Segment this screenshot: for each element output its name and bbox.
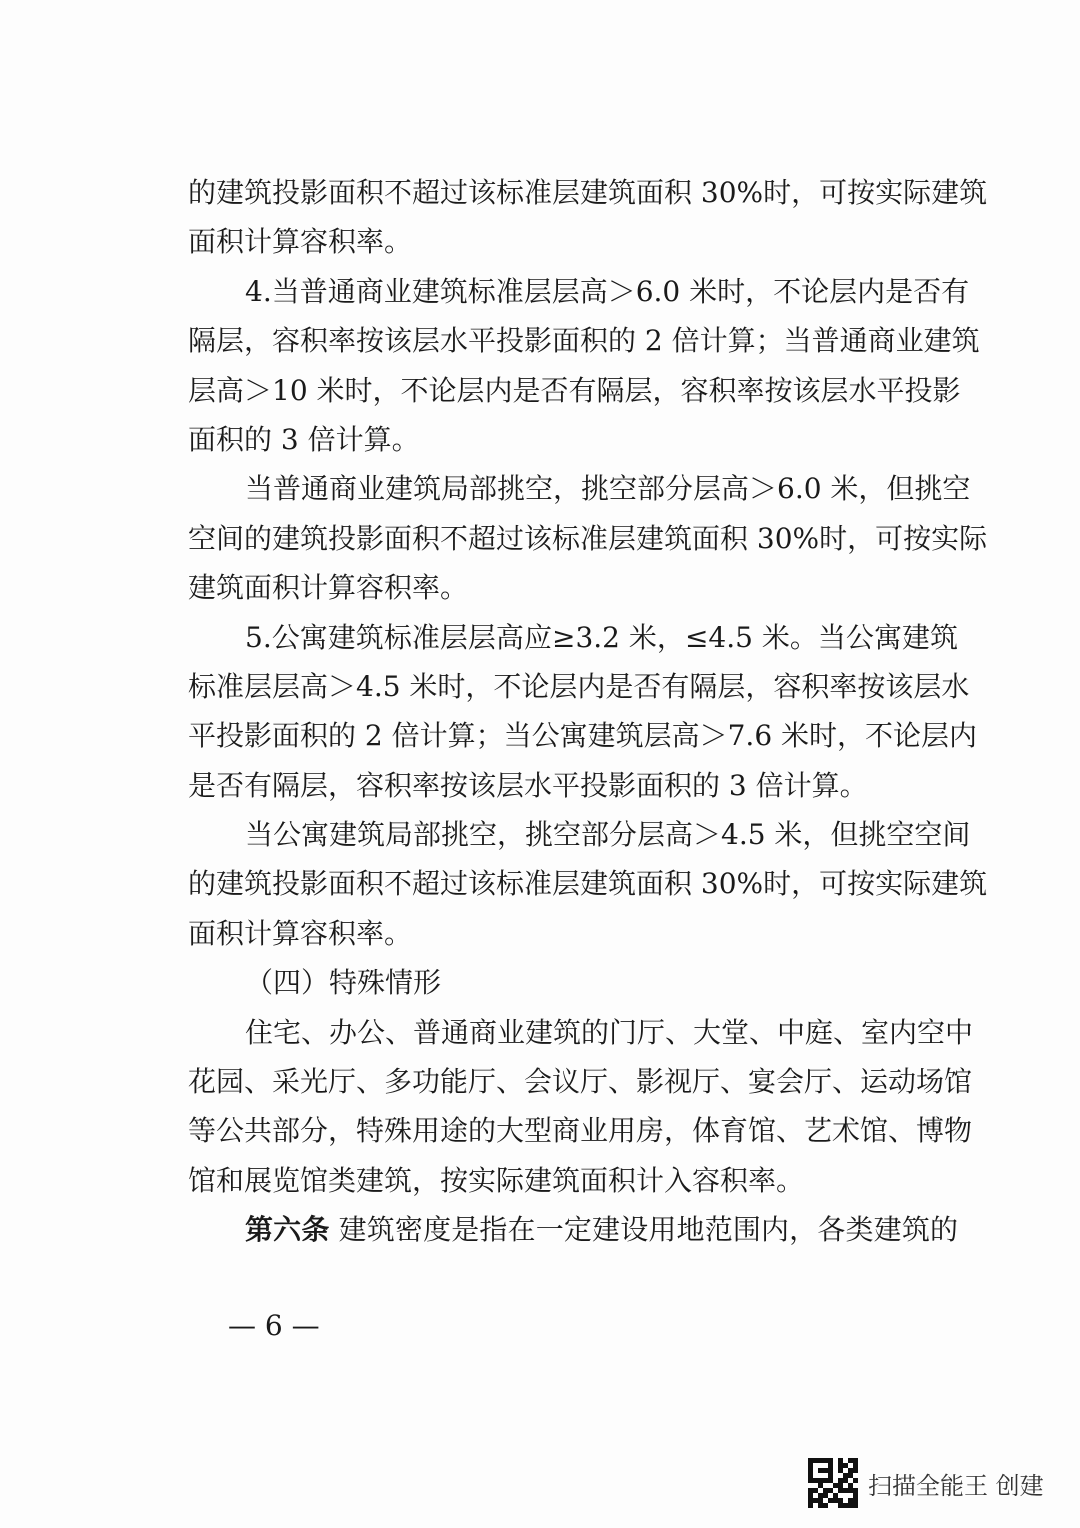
text-line: 馆和展览馆类建筑，按实际建筑面积计入容积率。	[188, 1163, 805, 1197]
text-line: 当公寓建筑局部挑空，挑空部分层高＞4.5 米，但挑空空间	[245, 818, 971, 852]
text-line: 平投影面积的 2 倍计算；当公寓建筑层高＞7.6 米时，不论层内	[188, 719, 978, 753]
page-number: — 6 —	[228, 1309, 320, 1342]
watermark-text: 扫描全能王 创建	[868, 1471, 1044, 1500]
text-line: 面积的 3 倍计算。	[188, 422, 420, 456]
text-line: 住宅、办公、普通商业建筑的门厅、大堂、中庭、室内空中	[245, 1015, 974, 1049]
text-line: 隔层，容积率按该层水平投影面积的 2 倍计算；当普通商业建筑	[188, 324, 980, 358]
text-line: 等公共部分，特殊用途的大型商业用房，体育馆、艺术馆、博物	[188, 1114, 973, 1148]
article-label: 第六条	[245, 1213, 330, 1247]
text-line: 面积计算容积率。	[188, 916, 413, 950]
text-line: 5.公寓建筑标准层层高应≥3.2 米，≤4.5 米。当公寓建筑	[245, 620, 958, 654]
text-line: 4.当普通商业建筑标准层层高＞6.0 米时，不论层内是否有	[245, 274, 970, 308]
scanner-watermark	[808, 1458, 1044, 1508]
text-line: 的建筑投影面积不超过该标准层建筑面积 30%时，可按实际建筑	[188, 867, 988, 901]
article-line	[188, 1205, 958, 1254]
body-text	[188, 168, 988, 1255]
article-text: 建筑密度是指在一定建设用地范围内，各类建筑的	[338, 1213, 958, 1247]
text-line: 建筑面积计算容积率。	[188, 571, 469, 605]
text-line: 空间的建筑投影面积不超过该标准层建筑面积 30%时，可按实际	[188, 521, 988, 555]
text-line: 的建筑投影面积不超过该标准层建筑面积 30%时，可按实际建筑	[188, 176, 988, 209]
text-line: 花园、采光厅、多功能厅、会议厅、影视厅、宴会厅、运动场馆	[188, 1065, 973, 1099]
text-line: 标准层层高＞4.5 米时，不论层内是否有隔层，容积率按该层水	[188, 669, 970, 703]
text-line: 层高＞10 米时，不论层内是否有隔层，容积率按该层水平投影	[188, 373, 961, 407]
section-heading: （四）特殊情形	[245, 966, 442, 1000]
text-line: 是否有隔层，容积率按该层水平投影面积的 3 倍计算。	[188, 768, 868, 802]
text-line: 当普通商业建筑局部挑空，挑空部分层高＞6.0 米，但挑空	[245, 472, 971, 506]
text-line: 面积计算容积率。	[188, 225, 413, 259]
qr-code-icon	[808, 1458, 858, 1508]
